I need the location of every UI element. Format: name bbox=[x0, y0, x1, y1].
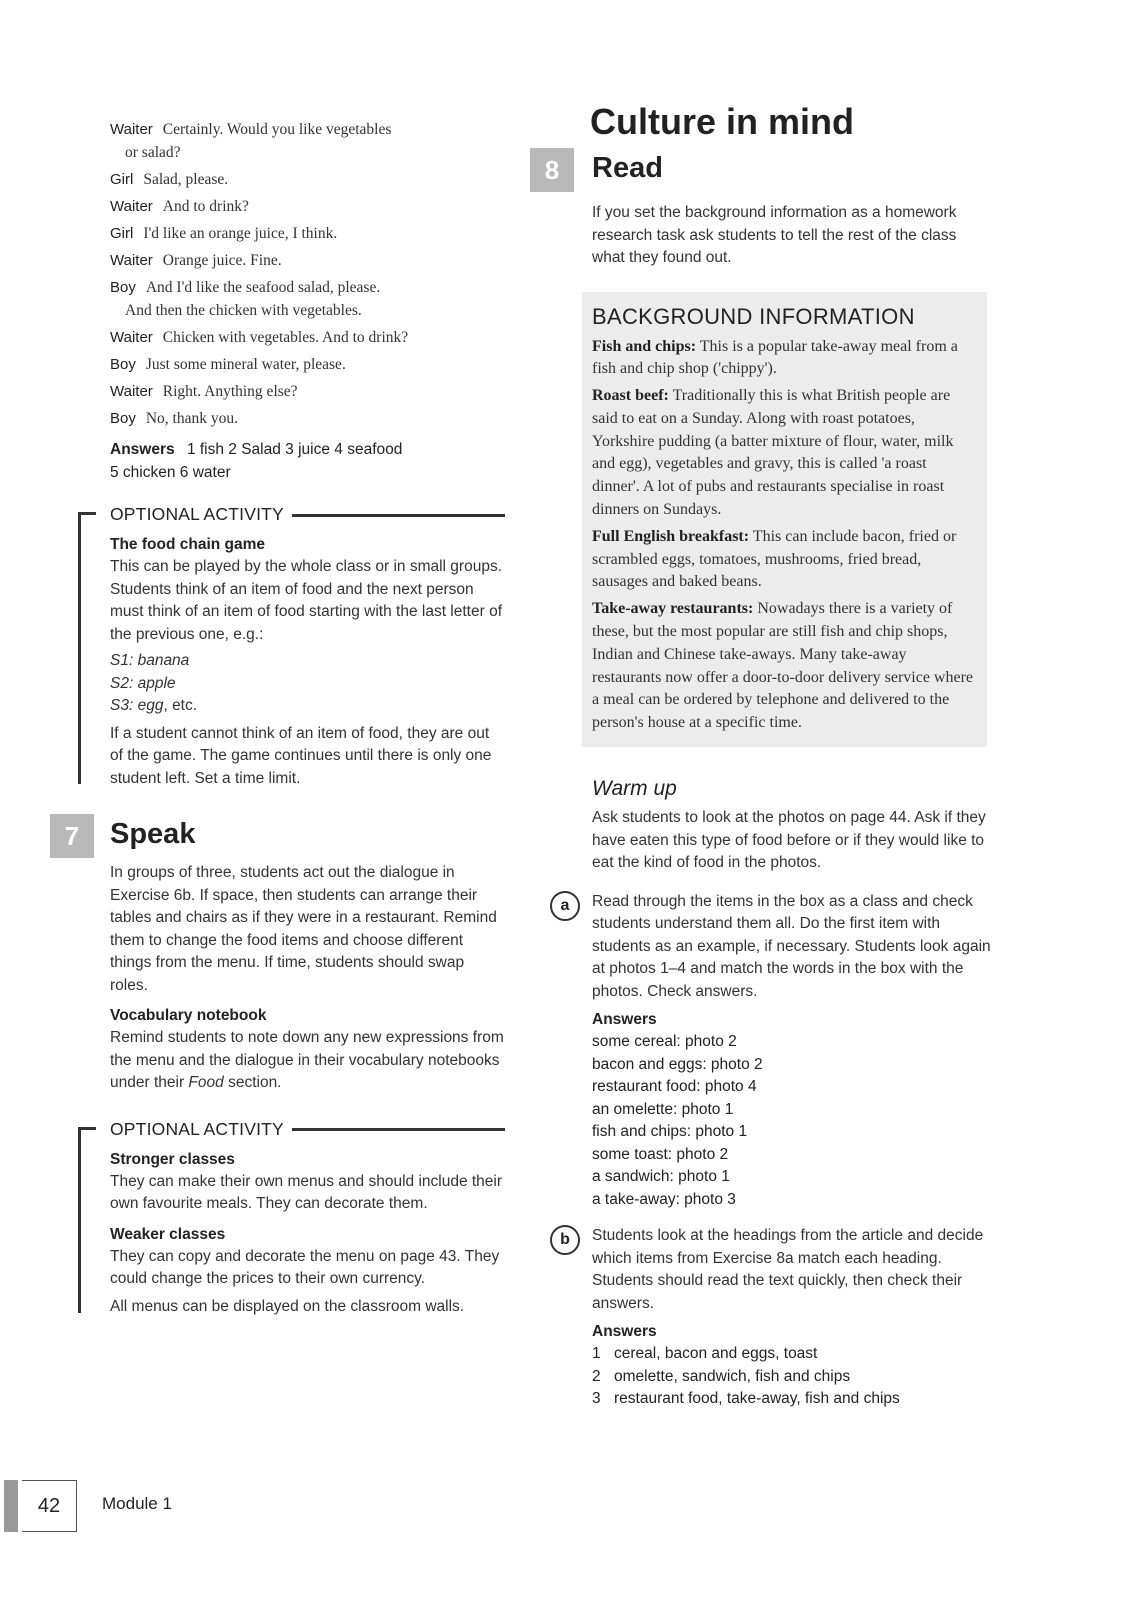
optional-activity-heading: OPTIONAL ACTIVITY bbox=[110, 502, 505, 526]
vocabulary-notebook-text: Remind students to note down any new expressions from the menu and the dialogue in their vocabulary notebooks under their Food section. bbox=[110, 1029, 504, 1091]
dialogue-text-continued: And then the chicken with vegetables. bbox=[125, 302, 362, 319]
food-chain-rules: If a student cannot think of an item of food, they are out of the game. The game continues until there is only one student left. Set a time limit. bbox=[110, 724, 492, 787]
section-read bbox=[544, 148, 992, 188]
dialogue-line bbox=[110, 118, 505, 164]
module-label: Module 1 bbox=[102, 1494, 172, 1513]
dialogue-line bbox=[110, 353, 505, 376]
food-chain-title: The food chain game bbox=[110, 536, 266, 553]
speaker-name: Waiter bbox=[110, 121, 153, 138]
background-information-heading: BACKGROUND INFORMATION bbox=[592, 303, 915, 329]
section-number-badge: 7 bbox=[50, 814, 94, 858]
list-item: 3 restaurant food, take-away, fish and chips bbox=[592, 1390, 900, 1408]
list-item: 1 cereal, bacon and eggs, toast bbox=[592, 1345, 818, 1363]
dialogue-text-continued: or salad? bbox=[125, 144, 181, 161]
speaker-name: Waiter bbox=[110, 383, 153, 400]
weaker-classes-text: They can copy and decorate the menu on page 43. They could change the prices to their own currency. bbox=[110, 1247, 500, 1287]
example-s2: S2: apple bbox=[110, 674, 176, 692]
optional-activity-heading: OPTIONAL ACTIVITY bbox=[110, 1117, 505, 1141]
read-intro: If you set the background information as a homework research task ask students to tell the rest of the class what they found out. bbox=[592, 204, 957, 266]
speaker-name: Waiter bbox=[110, 198, 153, 215]
list-item: an omelette: photo 1 bbox=[592, 1100, 734, 1118]
dialogue bbox=[110, 118, 505, 430]
list-item: 2 omelette, sandwich, fish and chips bbox=[592, 1367, 851, 1385]
dialogue-line bbox=[110, 249, 505, 272]
list-item: bacon and eggs: photo 2 bbox=[592, 1055, 763, 1073]
vocabulary-notebook-title: Vocabulary notebook bbox=[110, 1007, 267, 1024]
speaker-name: Girl bbox=[110, 171, 134, 188]
exercise-badge: a bbox=[550, 891, 580, 921]
answers-label: Answers bbox=[110, 441, 175, 458]
warm-up-title: Warm up bbox=[592, 777, 677, 801]
dialogue-line bbox=[110, 276, 505, 322]
dialogue-line bbox=[110, 222, 505, 245]
section-title: Read bbox=[592, 152, 663, 184]
bg-roast-beef: Roast beef: Traditionally this is what British people are said to eat on a Sunday. Along with roast potatoes, Yorkshire pudding (a batter mixture of flour, water, milk and egg), vegetables and gravy, this is called 'a roast dinner'. A lot of pubs and restaurants specialise in roast dinners on Sundays. bbox=[592, 387, 954, 519]
example-s1: S1: banana bbox=[110, 652, 190, 669]
bg-full-english-breakfast: Full English breakfast: This can include bacon, fried or scrambled eggs, tomatoes, mushrooms, fried bread, sausages and baked beans. bbox=[592, 527, 957, 591]
exercise-a bbox=[560, 891, 992, 1212]
optional-activity-1 bbox=[110, 502, 505, 790]
dialogue-text: Chicken with vegetables. And to drink? bbox=[162, 329, 409, 346]
background-information-box bbox=[582, 292, 987, 748]
dialogue-line bbox=[110, 380, 505, 403]
optional-activity-2 bbox=[110, 1117, 505, 1319]
display-menus-text: All menus can be displayed on the classroom walls. bbox=[110, 1297, 465, 1315]
weaker-classes-title: Weaker classes bbox=[110, 1225, 226, 1243]
stronger-classes-title: Stronger classes bbox=[110, 1150, 235, 1168]
footer-bar-decoration bbox=[4, 1480, 18, 1532]
list-item: a sandwich: photo 1 bbox=[592, 1168, 730, 1186]
left-column bbox=[64, 118, 505, 1318]
list-item: restaurant food: photo 4 bbox=[592, 1078, 757, 1096]
answers-line-1: 1 fish 2 Salad 3 juice 4 seafood bbox=[186, 441, 403, 458]
dialogue-text: And I'd like the seafood salad, please. bbox=[145, 279, 381, 296]
exercise-b-instructions: Students look at the headings from the article and decide which items from Exercise 8a match each heading. Students should read the text quickly, then check their answers. bbox=[592, 1227, 984, 1312]
dialogue-line bbox=[110, 326, 505, 349]
bg-fish-and-chips: Fish and chips: This is a popular take-away meal from a fish and chip shop ('chippy'). bbox=[592, 337, 958, 378]
dialogue-text: Orange juice. Fine. bbox=[162, 252, 282, 269]
food-chain-instructions: This can be played by the whole class or in small groups. Students think of an item of food and the next person must think of an item of food starting with the last letter of the previous one, e.g.: bbox=[110, 558, 503, 643]
dialogue-line bbox=[110, 168, 505, 191]
section-title: Speak bbox=[110, 818, 196, 850]
exercise-a-answers bbox=[592, 1031, 992, 1211]
speaker-name: Boy bbox=[110, 279, 136, 296]
culture-in-mind-title: Culture in mind bbox=[590, 101, 854, 142]
dialogue-text: No, thank you. bbox=[145, 410, 238, 427]
dialogue-text: I'd like an orange juice, I think. bbox=[143, 225, 338, 242]
list-item: a take-away: photo 3 bbox=[592, 1190, 736, 1208]
answers-label: Answers bbox=[592, 1011, 657, 1029]
exercise-b-answers bbox=[592, 1343, 992, 1411]
dialogue-line bbox=[110, 195, 505, 218]
dialogue-text: Right. Anything else? bbox=[162, 383, 298, 400]
right-column bbox=[544, 100, 992, 1411]
bracket-decoration bbox=[78, 1127, 85, 1313]
speaker-name: Girl bbox=[110, 225, 134, 242]
answers-label: Answers bbox=[592, 1323, 657, 1341]
stronger-classes-text: They can make their own menus and should include their own favourite meals. They can decorate them. bbox=[110, 1172, 503, 1212]
list-item: some cereal: photo 2 bbox=[592, 1033, 737, 1051]
section-speak bbox=[64, 814, 505, 1095]
example-s3: S3: egg, etc. bbox=[110, 697, 198, 714]
bracket-decoration bbox=[78, 512, 85, 784]
dialogue-text: Just some mineral water, please. bbox=[145, 356, 346, 373]
section-number-badge: 8 bbox=[530, 148, 574, 192]
exercise-badge: b bbox=[550, 1225, 580, 1255]
answers-line-2: 5 chicken 6 water bbox=[110, 464, 231, 481]
dialogue-text: And to drink? bbox=[162, 198, 249, 215]
exercise-b bbox=[560, 1225, 992, 1411]
page-number: 42 bbox=[22, 1480, 77, 1532]
speak-instructions: In groups of three, students act out the dialogue in Exercise 6b. If space, then students can arrange their tables and chairs as if they were in a restaurant. Remind them to change the food items and choose different things from the menu. If time, students should swap roles. bbox=[110, 864, 497, 994]
exercise-a-instructions: Read through the items in the box as a class and check students understand them all. Do the first item with students as an example, if necessary. Students look again at photos 1–4 and match the words in the box with the photos. Check answers. bbox=[592, 892, 991, 1000]
speaker-name: Waiter bbox=[110, 329, 153, 346]
warm-up-text: Ask students to look at the photos on page 44. Ask if they have eaten this type of food before or if they would like to eat the kind of food in the photos. bbox=[592, 809, 986, 872]
dialogue-text: Certainly. Would you like vegetables bbox=[162, 121, 392, 138]
bg-take-away-restaurants: Take-away restaurants: Nowadays there is a variety of these, but the most popular are still fish and chip shops, Indian and Chinese take-aways. Many take-away restaurants now offer a door-to-door delivery service where a meal can be ordered by telephone and delivered to the person's house at a specific time. bbox=[592, 600, 974, 732]
speaker-name: Boy bbox=[110, 410, 136, 427]
list-item: some toast: photo 2 bbox=[592, 1145, 729, 1163]
list-item: fish and chips: photo 1 bbox=[592, 1123, 748, 1141]
speaker-name: Waiter bbox=[110, 252, 153, 269]
speaker-name: Boy bbox=[110, 356, 136, 373]
answers-exercise-6 bbox=[110, 438, 505, 484]
dialogue-line bbox=[110, 407, 505, 430]
dialogue-text: Salad, please. bbox=[143, 171, 229, 188]
